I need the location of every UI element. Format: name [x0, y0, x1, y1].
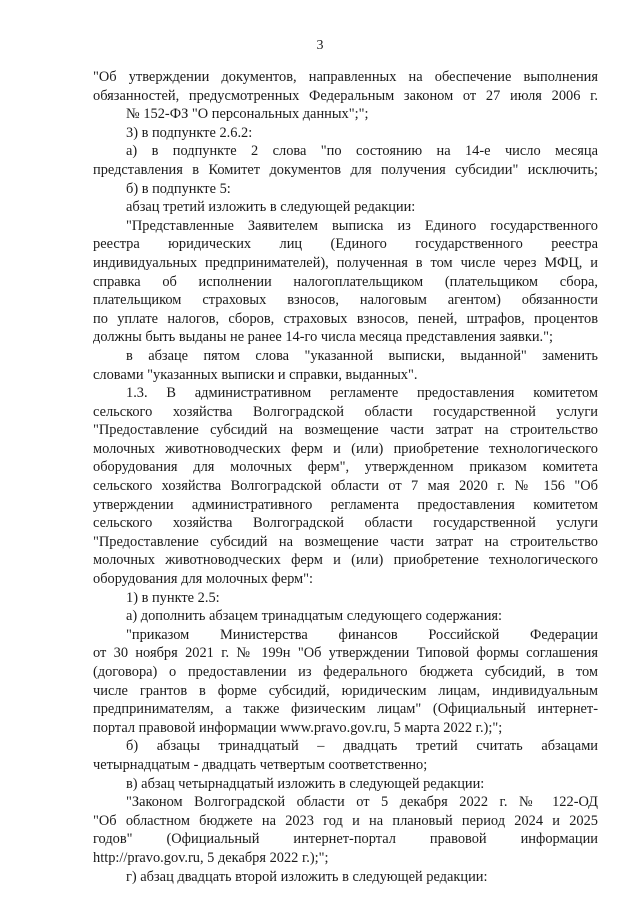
text-line: "Об областном бюджете на 2023 год и на плановый период 2024 и 2025 — [93, 812, 598, 829]
text-line: б) в подпункте 5: — [126, 180, 231, 197]
text-line: представления в Комитет документов для получения субсидии" исключить; — [93, 161, 598, 178]
text-line: годов" (Официальный интернет-портал правовой информации — [93, 831, 598, 848]
text-line: а) в подпункте 2 слова "по состоянию на 14-е число месяца — [126, 143, 598, 160]
text-line: сельского хозяйства Волгоградской области государственной услуги — [93, 515, 598, 532]
text-line: числе грантов в форме субсидий, юридическим лицам, индивидуальным — [93, 682, 598, 699]
text-line: словами "указанных выписки и справки, выданных". — [93, 366, 418, 383]
text-line: № 152-ФЗ "О персональных данных";"; — [126, 106, 369, 123]
text-line: "Предоставление субсидий на возмещение части затрат на строительство — [93, 422, 598, 439]
text-line: абзац третий изложить в следующей редакции: — [126, 199, 416, 216]
text-line: оборудования для молочных ферм": — [93, 571, 314, 588]
text-line: г) абзац двадцать второй изложить в следующей редакции: — [126, 868, 488, 885]
text-line: сельского хозяйства Волгоградской области от 7 мая 2020 г. № 156 "Об — [93, 478, 598, 495]
text-line: 3) в подпункте 2.6.2: — [126, 124, 253, 141]
text-line: по уплате налогов, сборов, страховых взносов, пеней, штрафов, процентов — [93, 310, 598, 327]
text-line: предпринимателям, а также физическим лицам" (Официальный интернет- — [93, 701, 598, 718]
text-line: утверждении административного регламента предоставления комитетом — [93, 496, 598, 513]
document-body — [93, 68, 598, 886]
text-line: плательщиком страховых взносов, налоговым агентом) обязанности — [93, 292, 598, 309]
text-line: обязанностей, предусмотренных Федеральным законом от 27 июля 2006 г. — [93, 87, 598, 104]
text-line: сельского хозяйства Волгоградской области государственной услуги — [93, 403, 598, 420]
text-line: 1.3. В административном регламенте предоставления комитетом — [126, 385, 598, 402]
text-line: справка об исполнении налогоплательщиком (плательщиком сбора, — [93, 273, 598, 290]
text-line: б) абзацы тринадцатый – двадцать третий считать абзацами — [126, 738, 598, 755]
text-line: портал правовой информации www.pravo.gov.ru, 5 марта 2022 г.);"; — [93, 719, 503, 736]
text-line: молочных животноводческих ферм и (или) приобретение технологического — [93, 552, 598, 569]
text-line: 1) в пункте 2.5: — [126, 589, 220, 606]
text-line: оборудования для молочных ферм", утвержденном приказом комитета — [93, 459, 598, 476]
text-line: молочных животноводческих ферм и (или) приобретение технологического — [93, 440, 598, 457]
text-line: четырнадцатым - двадцать четвертым соответственно; — [93, 756, 428, 773]
text-line: от 30 ноября 2021 г. № 199н "Об утверждении Типовой формы соглашения — [93, 645, 598, 662]
text-line: в) абзац четырнадцатый изложить в следующей редакции: — [126, 775, 485, 792]
text-line: (договора) о предоставлении из федерального бюджета субсидий, в том — [93, 664, 598, 680]
text-line: в абзаце пятом слова "указанной выписки, выданной" заменить — [126, 347, 598, 364]
text-line: "Предоставление субсидий на возмещение части затрат на строительство — [93, 533, 598, 550]
text-line: индивидуальных предпринимателей), полученная в том числе через МФЦ, и — [93, 254, 598, 271]
page-number: 3 — [316, 38, 324, 53]
text-line: "приказом Министерства финансов Российской Федерации — [126, 626, 598, 643]
text-line: "Об утверждении документов, направленных на обеспечение выполнения — [93, 69, 598, 85]
text-line: реестра юридических лиц (Единого государственного реестра — [93, 236, 598, 253]
text-line: должны быть выданы не ранее 14-го числа месяца представления заявки."; — [93, 329, 553, 346]
text-line: "Представленные Заявителем выписка из Единого государственного — [126, 217, 598, 234]
text-line: "Законом Волгоградской области от 5 декабря 2022 г. № 122-ОД — [126, 794, 598, 811]
text-line: а) дополнить абзацем тринадцатым следующего содержания: — [126, 608, 503, 625]
text-line: http://pravo.gov.ru, 5 декабря 2022 г.);"; — [93, 849, 329, 866]
